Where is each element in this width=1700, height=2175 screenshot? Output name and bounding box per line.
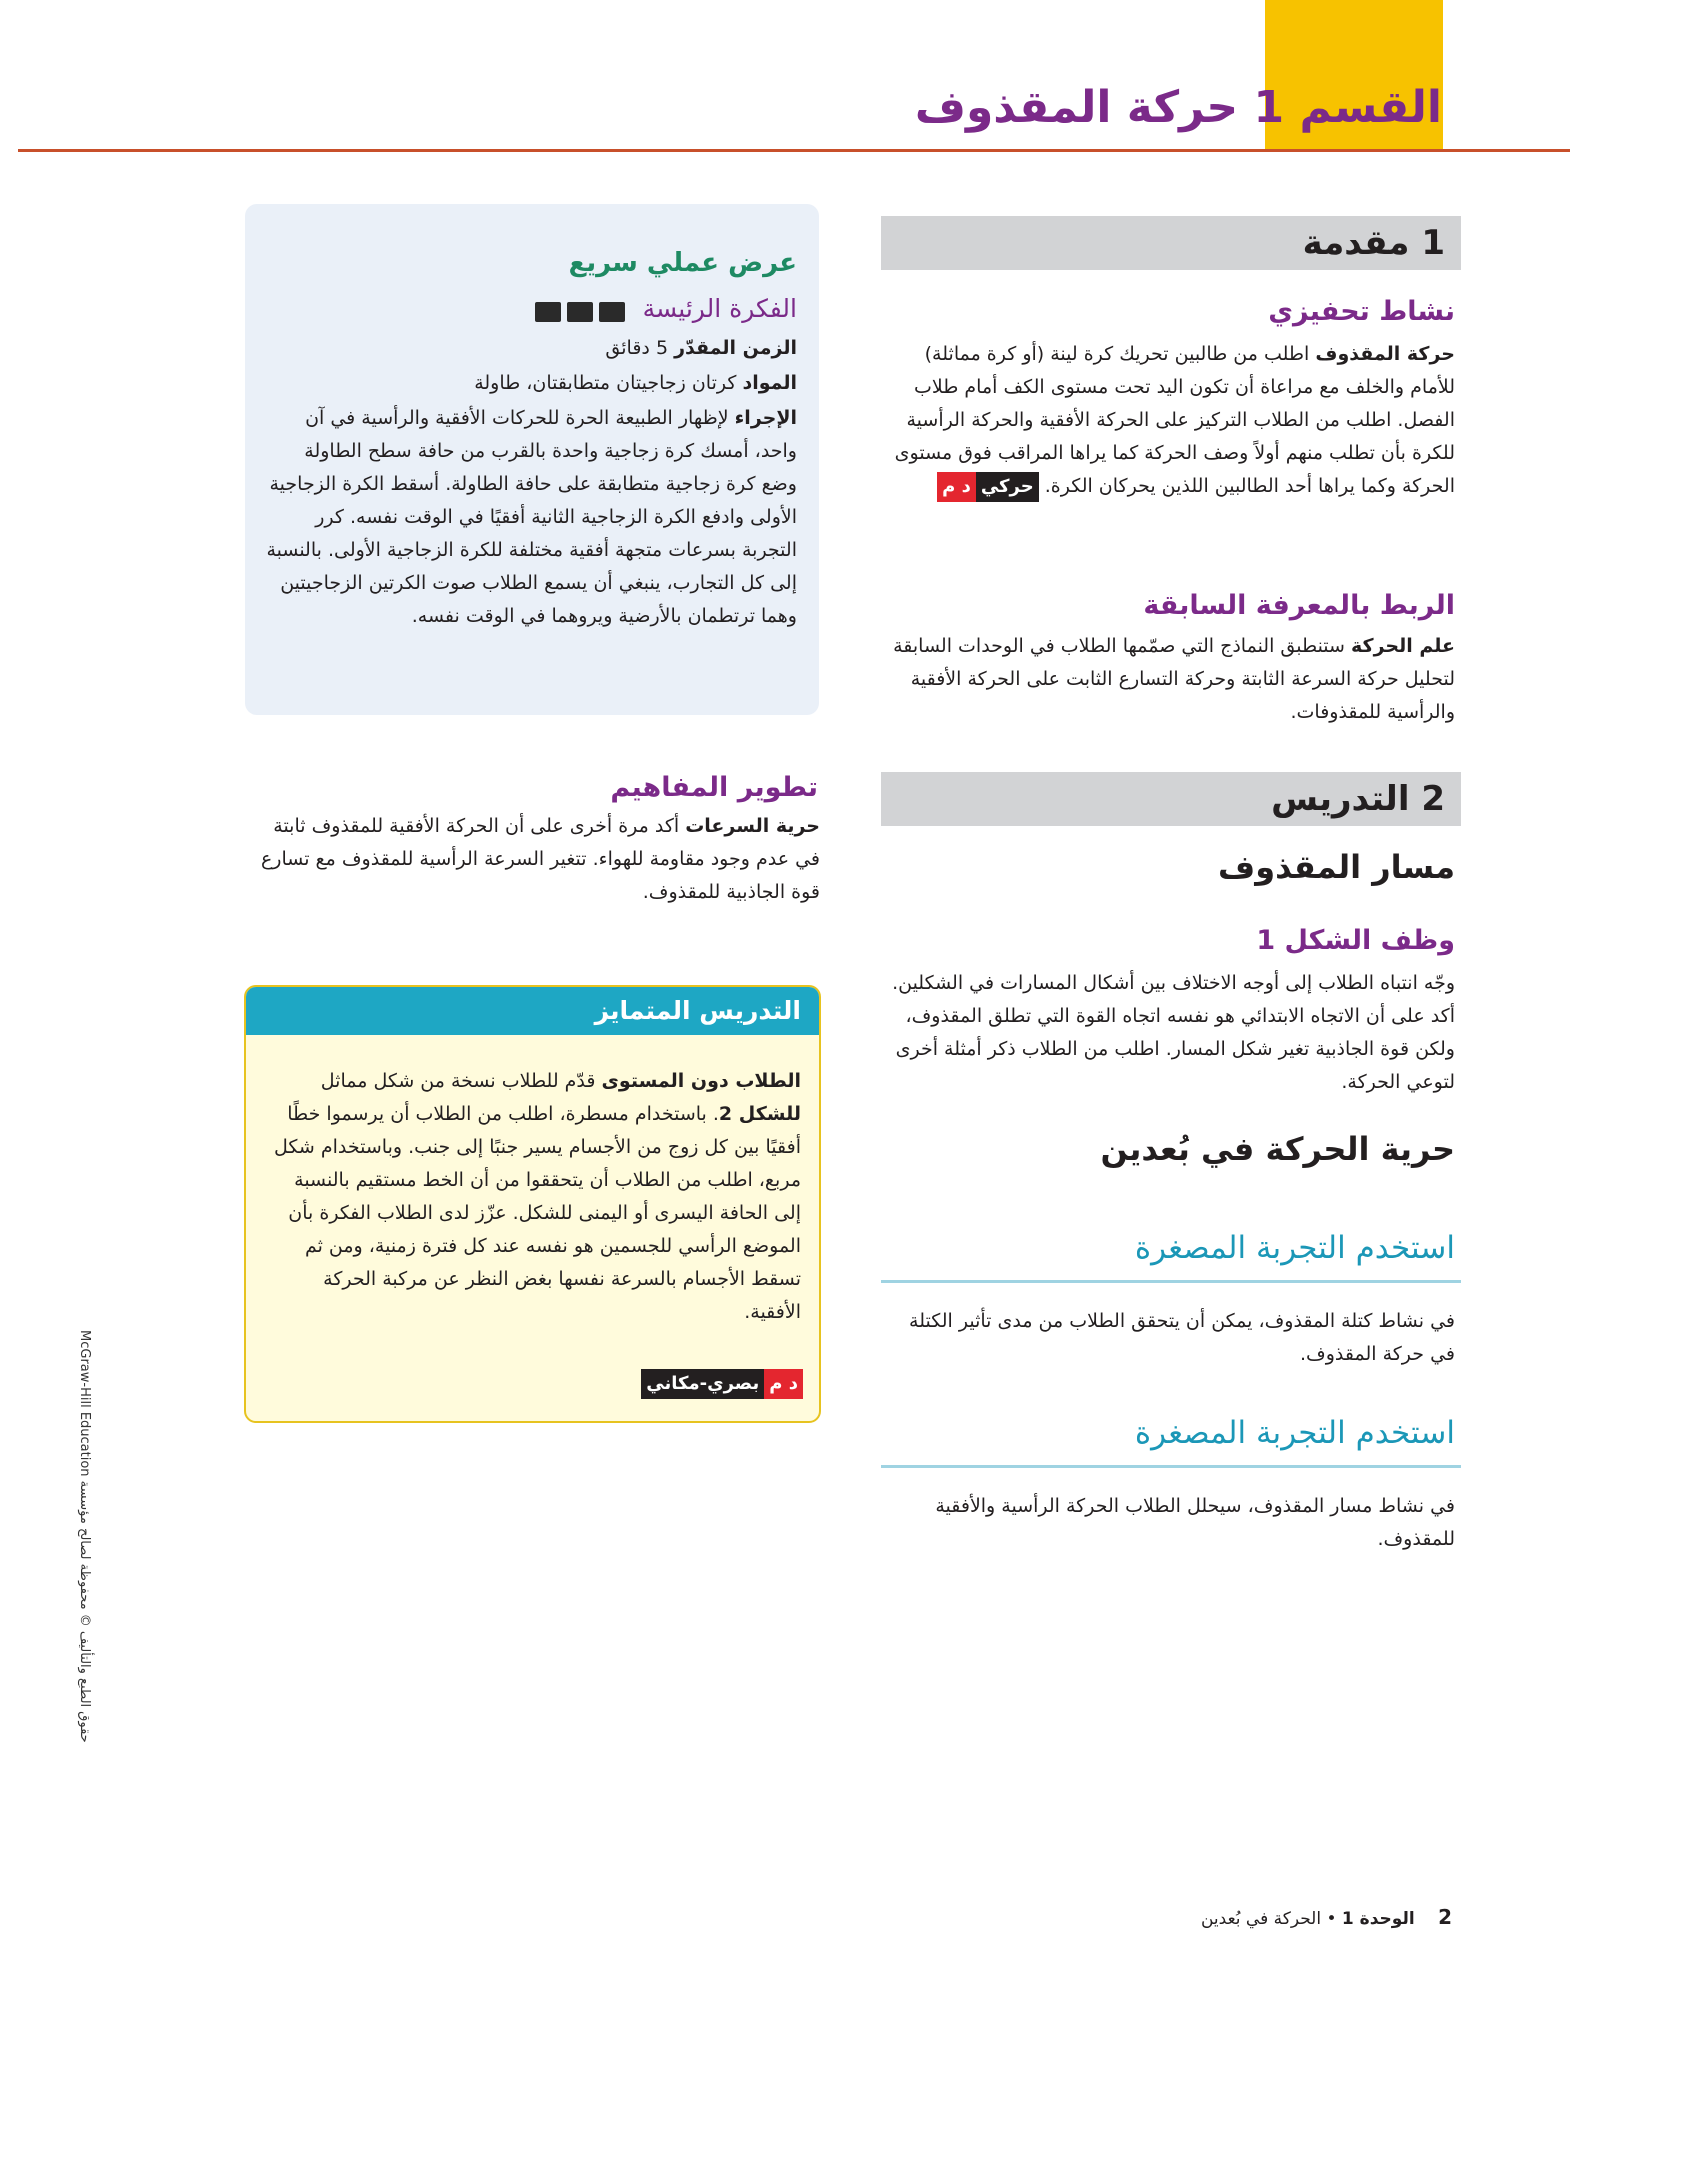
differentiated-lead: الطلاب دون المستوى	[601, 1070, 801, 1092]
concepts-text: أكد مرة أخرى على أن الحركة الأفقية للمقذوف ثابتة في عدم وجود مقاومة للهواء. تتغير السرعة الرأسية للمقذوف مع تسارع قوة الجاذبية للمقذوف.	[260, 815, 820, 903]
motivation-lead: حركة المقذوف	[1315, 343, 1455, 365]
path-heading: مسار المقذوف	[1218, 848, 1455, 886]
hand-icon	[535, 302, 561, 322]
procedure-text: لإظهار الطبيعة الحرة للحركات الأفقية والرأسية في آن واحد، أمسك كرة زجاجية واحدة بالقرب من حافة سطح الطاولة وضع كرة زجاجية متطابقة على حافة الطاولة. أسقط الكرة الزجاجية الأولى وادفع الكرة الزجاجية الثانية أفقيًا في الوقت نفسه. كرر التجربة بسرعات متجهة أفقية مختلفة للكرة الزجاجية الأولى. بالنسبة إلى كل التجارب، ينبغي أن يسمع الطلاب صوت الكرتين الزجاجيتين وهما ترتطمان بالأرضية ويروهما في الوقت نفسه.	[266, 407, 797, 627]
two-d-heading: حرية الحركة في بُعدين	[1100, 1130, 1455, 1168]
big-idea-line	[529, 294, 797, 325]
demo-procedure	[263, 402, 797, 633]
minilab2-text: في نشاط مسار المقذوف، سيحلل الطلاب الحركة الرأسية والأفقية للمقذوف.	[935, 1495, 1455, 1550]
motivation-text: اطلب من طالبين تحريك كرة لينة (أو كرة مماثلة) للأمام والخلف مع مراعاة أن تكون اليد تحت مستوى الكف أمام طلاب الفصل. اطلب من الطلاب التركيز على الحركة الأفقية والحركة الرأسية للكرة بأن تطلب منهم أولاً وصف الحركة كما يراها المراقب فوق مستوى الحركة وكما يراها أحد الطالبين اللذين يحركان الكرة.	[894, 343, 1455, 497]
eye-icon	[567, 302, 593, 322]
concepts-heading: تطوير المفاهيم	[610, 772, 818, 803]
demo-materials	[257, 367, 797, 400]
kinesthetic-tag: حركي	[976, 472, 1039, 502]
prior-knowledge-heading: الربط بالمعرفة السابقة	[1143, 590, 1455, 621]
prior-knowledge-paragraph	[885, 630, 1455, 729]
teach-number: 2	[1421, 779, 1445, 819]
differentiated-tags	[641, 1369, 803, 1399]
figure-ref: للشكل 2	[718, 1103, 801, 1125]
big-idea-label: الفكرة الرئيسة	[642, 294, 797, 323]
procedure-label: الإجراء	[734, 407, 797, 429]
minilab1-heading: استخدم التجربة المصغرة	[1134, 1230, 1455, 1266]
section-title: حركة المقذوف	[914, 82, 1239, 133]
time-value: 5 دقائق	[605, 337, 669, 359]
lab-icon	[599, 302, 625, 322]
page-title	[915, 82, 1442, 133]
visual-spatial-tag: بصري-مكاني	[641, 1369, 764, 1399]
prior-knowledge-text: ستنطبق النماذج التي صمّمها الطلاب في الوحدات السابقة لتحليل حركة السرعة الثابتة وحركة التسارع الثابت على الحركة الأفقية والرأسية للمقذوفات.	[893, 635, 1455, 723]
demo-time	[257, 332, 797, 365]
differentiated-heading: التدريس المتمايز	[246, 987, 819, 1035]
materials-value: كرتان زجاجيتان متطابقتان، طاولة	[474, 372, 737, 394]
motivation-paragraph	[885, 338, 1455, 503]
unit-title: • الحركة في بُعدين	[1200, 1909, 1337, 1929]
concepts-lead: حرية السرعات	[685, 815, 820, 837]
teach-title: التدريس	[1271, 779, 1410, 819]
prior-knowledge-lead: علم الحركة	[1351, 635, 1455, 657]
figure-paragraph: وجّه انتباه الطلاب إلى أوجه الاختلاف بين أشكال المسارات في الشكلين. أكد على أن الاتجاه الابتدائي هو نفسه اتجاه القوة التي تطلق المقذوف، ولكن قوة الجاذبية تغير شكل المسار. اطلب من الطلاب ذكر أمثلة أخرى لتوعي الحركة.	[892, 972, 1455, 1093]
differentiated-paragraph	[265, 1065, 801, 1329]
section-number: 1	[1253, 82, 1285, 133]
copyright-sidebar: McGraw-Hill Education حقوق الطبع والتأليف © محفوظة لصالح مؤسسة	[77, 1330, 92, 1743]
time-label: الزمن المقدّر	[674, 337, 797, 359]
concepts-paragraph	[246, 810, 820, 909]
motivation-heading: نشاط تحفيزي	[1268, 296, 1455, 327]
intro-section-bar	[881, 216, 1461, 270]
page-footer	[1201, 1905, 1452, 1929]
minilab2-rule	[881, 1465, 1461, 1468]
demo-title: عرض عملي سريع	[568, 248, 797, 278]
teach-section-bar	[881, 772, 1461, 826]
differentiated-text-a: قدّم للطلاب نسخة من شكل مماثل	[320, 1070, 596, 1092]
minilab1-text: في نشاط كتلة المقذوف، يمكن أن يتحقق الطلاب من مدى تأثير الكتلة في حركة المقذوف.	[909, 1310, 1455, 1365]
differentiated-text-b: . باستخدام مسطرة، اطلب من الطلاب أن يرسموا خطًا أفقيًا بين كل زوج من الأجسام يسير جنبًا إلى جنب. وباستخدام شكل مربع، اطلب من الطلاب أن يتحققوا من أن الخط مستقيم بالنسبة إلى الحافة اليسرى أو اليمنى للشكل. عزّز لدى الطلاب الفكرة بأن الموضع الرأسي للجسمين هو نفسه عند كل فترة زمنية، ومن ثم تسقط الأجسام بالسرعة نفسها بغض النظر عن مركبة الحركة الأفقية.	[274, 1103, 801, 1323]
big-idea-icons	[529, 296, 625, 325]
quick-demo-box	[245, 204, 819, 715]
minilab1-rule	[881, 1280, 1461, 1283]
minilab2-heading: استخدم التجربة المصغرة	[1134, 1415, 1455, 1451]
materials-label: المواد	[742, 372, 797, 394]
page-number: 2	[1438, 1905, 1452, 1929]
dm-badge: د م	[937, 472, 976, 502]
unit-label: الوحدة 1	[1341, 1909, 1415, 1929]
figure-heading: وظف الشكل 1	[1256, 925, 1455, 956]
intro-number: 1	[1421, 223, 1445, 263]
intro-title: مقدمة	[1302, 223, 1410, 263]
section-word: القسم	[1299, 82, 1442, 133]
dm-badge-2: د م	[764, 1369, 803, 1399]
header-rule	[18, 149, 1570, 152]
differentiated-box	[244, 985, 821, 1423]
